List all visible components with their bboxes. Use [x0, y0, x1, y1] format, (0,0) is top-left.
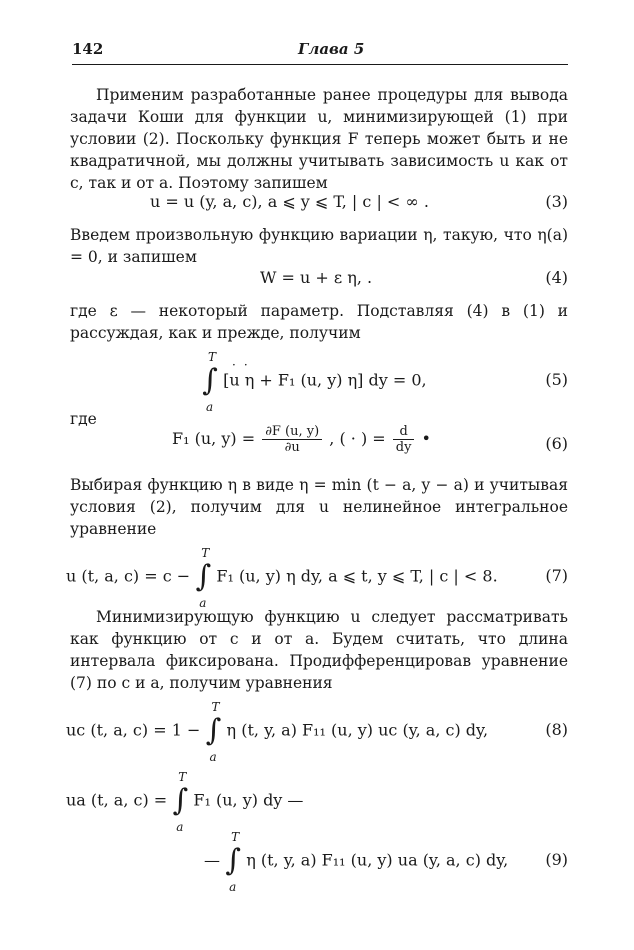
integral-upper-limit: T: [208, 350, 217, 364]
equation-3: u = u (y, a, c), a ⩽ y ⩽ T, | c | < ∞ .: [150, 192, 429, 211]
equation-3-number: (3): [545, 192, 568, 211]
equation-6-lhs: F₁ (u, y) =: [172, 429, 256, 448]
header-rule: [72, 64, 568, 65]
chapter-title: Глава 5: [298, 40, 365, 58]
equation-9-line-1-body: F₁ (u, y) dy —: [193, 790, 304, 810]
derivative-dots: ··: [232, 358, 256, 372]
paragraph-parameter-text: где ε — некоторый параметр. Подставляя (4) в (1) и рассуждая, как и прежде, получим: [70, 302, 568, 342]
paragraph-choice-text: Выбирая функцию η в виде η = min (t − a, y − a) и учитывая условия (2), получим для u нелинейное интегральное уравнение: [70, 476, 568, 538]
integral-sign: T ∫ a: [225, 830, 241, 894]
paragraph-parameter: [70, 300, 568, 344]
integral-lower-limit: a: [209, 750, 217, 764]
integral-sign: T ∫ a: [205, 700, 222, 764]
integral-lower-limit: a: [206, 400, 214, 414]
equation-9-line-2-lhs: —: [204, 850, 220, 870]
equation-5-body: [u η + F₁ (u, y) η] dy = 0,: [223, 370, 427, 390]
integral-lower-limit: a: [176, 820, 184, 834]
equation-9-number: (9): [545, 850, 568, 869]
integral-upper-limit: T: [211, 700, 220, 714]
equation-7: [66, 546, 498, 610]
derivative-fraction: [393, 424, 415, 455]
equation-6: [172, 424, 431, 455]
partial-fraction-denominator: ∂u: [284, 440, 300, 455]
equation-7-number: (7): [545, 566, 568, 585]
paragraph-variation: [70, 224, 568, 268]
integral-lower-limit: a: [229, 880, 237, 894]
equation-5-number: (5): [545, 370, 568, 389]
equation-9-line-2: [204, 830, 509, 894]
equation-6-number: (6): [545, 434, 568, 453]
integral-sign: T ∫ a: [202, 350, 218, 414]
equation-6-mid: , ( · ) =: [329, 429, 386, 448]
integral-upper-limit: T: [231, 830, 240, 844]
partial-fraction-numerator: ∂F (u, y): [262, 424, 322, 440]
equation-4: W = u + ε η, .: [260, 268, 373, 287]
integral-sign: T ∫ a: [195, 546, 212, 610]
equation-9-lhs: ua (t, a, c) =: [66, 790, 168, 810]
integral-upper-limit: T: [201, 546, 210, 560]
paragraph-intro-text: Применим разработанные ранее процедуры для вывода задачи Коши для функции u, минимизирующей (1) при условии (2). Поскольку функция F теперь может быть и не квадратичной, мы должны учитывать зависимость u как от c, так и от a. Поэтому запишем: [70, 86, 568, 192]
equation-6-end: •: [421, 429, 431, 448]
paragraph-intro: [70, 84, 568, 194]
equation-8-lhs: uc (t, a, c) = 1 −: [66, 720, 201, 740]
integral-upper-limit: T: [178, 770, 187, 784]
equation-8-body: η (t, y, a) F₁₁ (u, y) uc (y, a, c) dy,: [226, 720, 489, 740]
equation-9-line-1: [66, 770, 304, 834]
paragraph-minimizing: [70, 606, 568, 694]
paragraph-variation-text: Введем произвольную функцию вариации η, такую, что η(a) = 0, и запишем: [70, 226, 568, 266]
partial-fraction: [262, 424, 322, 455]
integral-sign: T ∫ a: [172, 770, 189, 834]
equation-4-number: (4): [545, 268, 568, 287]
paragraph-choice: [70, 474, 568, 540]
where-text: где: [70, 410, 97, 428]
paragraph-minimizing-text: Минимизирующую функцию u следует рассматривать как функцию от c и от a. Будем считать, что длина интервала фиксирована. Продифференцировав уравнение (7) по c и a, получим уравнения: [70, 608, 568, 692]
equation-7-body: F₁ (u, y) η dy, a ⩽ t, y ⩽ T, | c | < 8.: [216, 566, 498, 586]
integral-lower-limit: a: [199, 596, 207, 610]
derivative-fraction-denominator: dy: [395, 440, 412, 455]
equation-9-line-2-body: η (t, y, a) F₁₁ (u, y) ua (y, a, c) dy,: [246, 850, 509, 870]
equation-8: [66, 700, 489, 764]
derivative-fraction-numerator: d: [393, 424, 415, 440]
equation-7-lhs: u (t, a, c) = c −: [66, 566, 191, 586]
equation-8-number: (8): [545, 720, 568, 739]
page-number: 142: [72, 40, 104, 58]
where-label: [70, 408, 130, 430]
